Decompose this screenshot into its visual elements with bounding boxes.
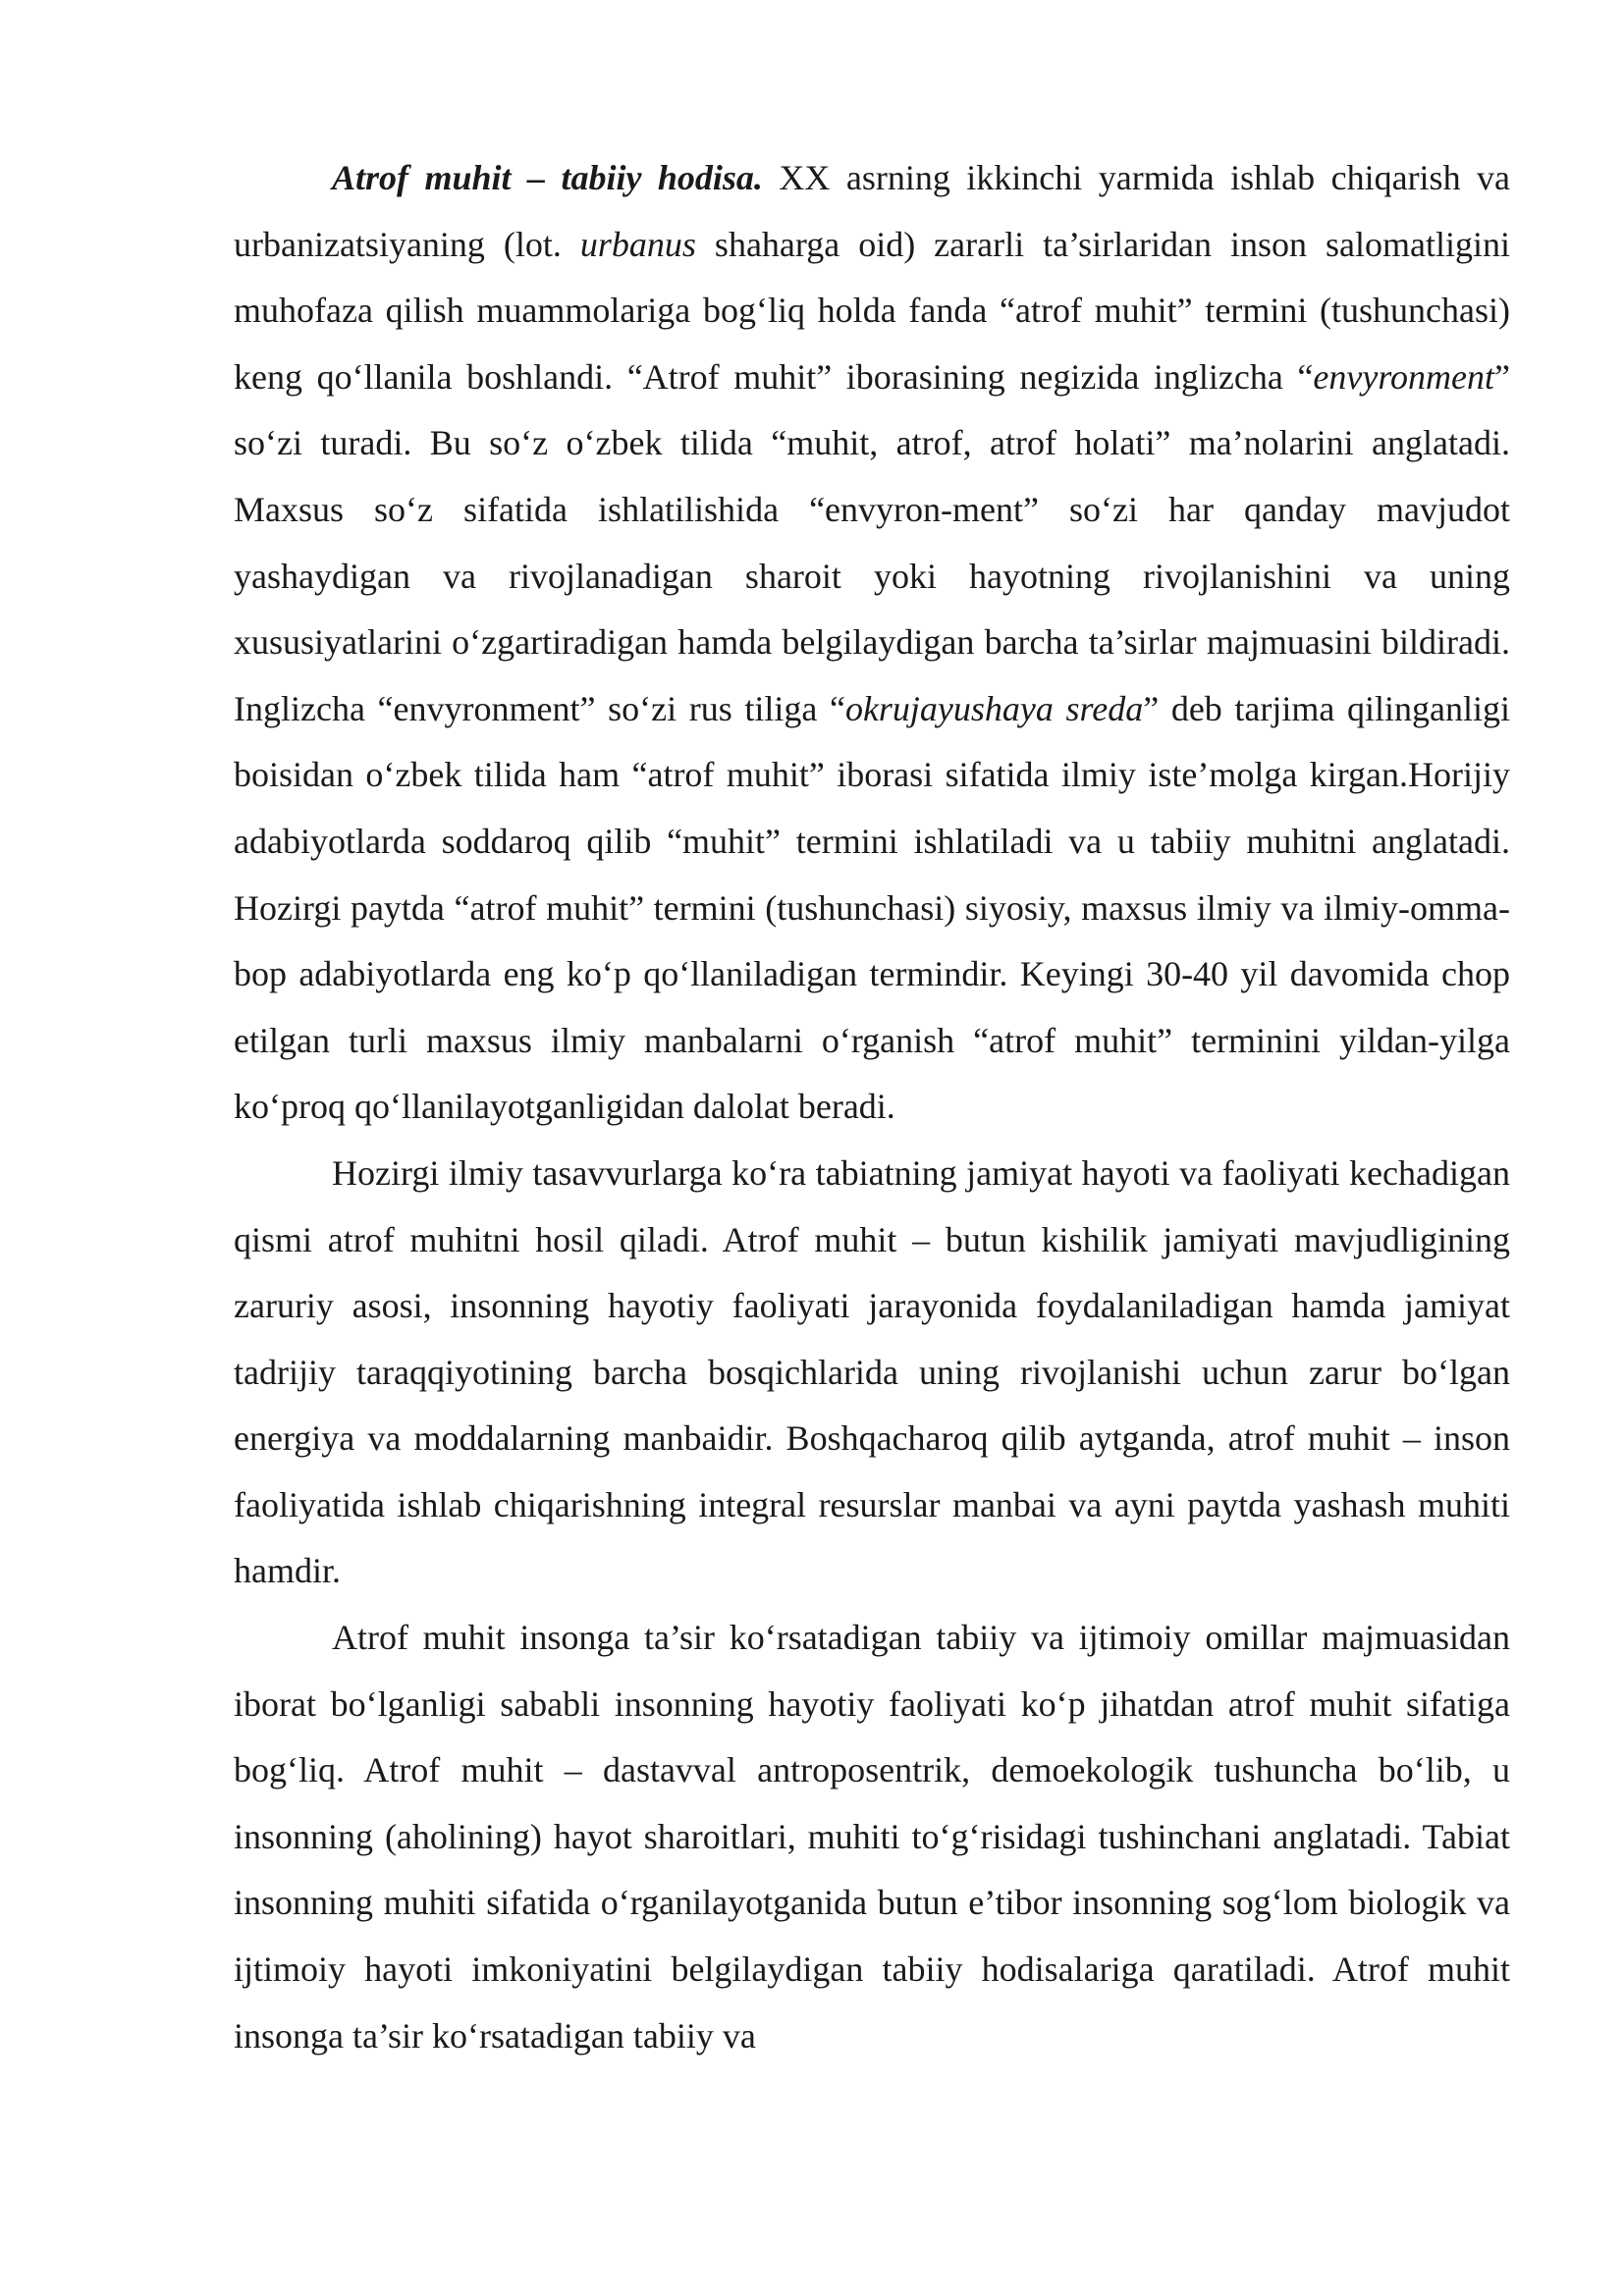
paragraph-3: Atrof muhit insonga ta’sir ko‘rsatadigan tabiiy va ijtimoiy omillar majmuasidan iborat bo‘lganligi sababli insonning hayotiy faoliyati ko‘p jihatdan atrof muhit sifatiga bog‘liq. Atrof muhit – dastavval antroposentrik, demoekologik tushuncha bo‘lib, u insonning (aholining) hayot sharoitlari, muhiti to‘g‘risidagi tushinchani anglatadi. Tabiat insonning muhiti sifatida o‘rganilayotganida butun e’tibor insonning sog‘lom biologik va ijtimoiy hayoti imkoniyatini belgilaydigan tabiiy hodisalariga qaratiladi. Atrof muhit insonga ta’sir ko‘rsatadigan tabiiy va [234, 1618, 1510, 2056]
paragraph-1-text-d: ” deb tarjima qilinganligi boisidan o‘zbek tilida ham “atrof muhit” iborasi sifatida ilmiy iste’molga kirgan.Horijiy adabiyotlarda soddaroq qilib “muhit” termini ishlatiladi va u tabiiy muhitni anglatadi. Hozirgi paytda “atrof muhit” termini (tushunchasi) siyosiy, maxsus ilmiy va ilmiy-omma-bop adabiyotlarda eng ko‘p qo‘llaniladigan termindir. Keyingi 30-40 yil davomida chop etilgan turli maxsus ilmiy manbalarni o‘rganish “atrof muhit” terminini yildan-yilga ko‘proq qo‘llanilayotganligidan dalolat beradi. [234, 688, 1510, 1127]
paragraph-1-text-b: shaharga oid) zararli ta’sirlaridan inson salomatligini muhofaza qilish muammolariga bog‘liq holda fanda “atrof muhit” termini (tushunchasi) keng qo‘llanila boshlandi. “Atrof muhit” iborasining negizida inglizcha “ [234, 224, 1510, 397]
term-urbanus: urbanus [579, 224, 696, 264]
paragraph-2: Hozirgi ilmiy tasavvurlarga ko‘ra tabiatning jamiyat hayoti va faoliyati kechadigan qismi atrof muhitni hosil qiladi. Atrof muhit – butun kishilik jamiyati mavjudligining zaruriy asosi, insonning hayotiy faoliyati jarayonida foydalaniladigan hamda jamiyat tadrijiy taraqqiyotining barcha bosqichlarida uning rivojlanishi uchun zarur bo‘lgan energiya va moddalarning manbaidir. Boshqacharoq qilib aytganda, atrof muhit – inson faoliyatida ishlab chiqarishning integral resurslar manbai va ayni paytda yashash muhiti hamdir. [234, 1152, 1510, 1591]
document-page [234, 145, 1510, 2069]
section-lead-title: Atrof muhit – tabiiy hodisa. [332, 158, 763, 197]
paragraph-1-text-c: ” so‘zi turadi. Bu so‘z o‘zbek tilida “muhit, atrof, atrof holati” ma’nolarini anglatadi. Maxsus so‘z sifatida ishlatilishida “envyron-ment” so‘zi har qanday mavjudot yashaydigan va rivojlanadigan sharoit yoki hayotning rivojlanishini va uning xususiyatlarini o‘zgartiradigan hamda belgilaydigan barcha ta’sirlar majmuasini bildiradi. Inglizcha “envyronment” so‘zi rus tiliga “ [234, 356, 1510, 728]
paragraph-1 [234, 145, 1510, 1141]
term-okrujayushaya-sreda: okrujayushaya sreda [844, 688, 1144, 728]
term-envyronment: envyronment [1313, 356, 1495, 397]
paragraph-1-text-a: XX asrning ikkinchi yarmida ishlab chiqarish va urbanizatsiyaning (lot. [234, 158, 1511, 264]
